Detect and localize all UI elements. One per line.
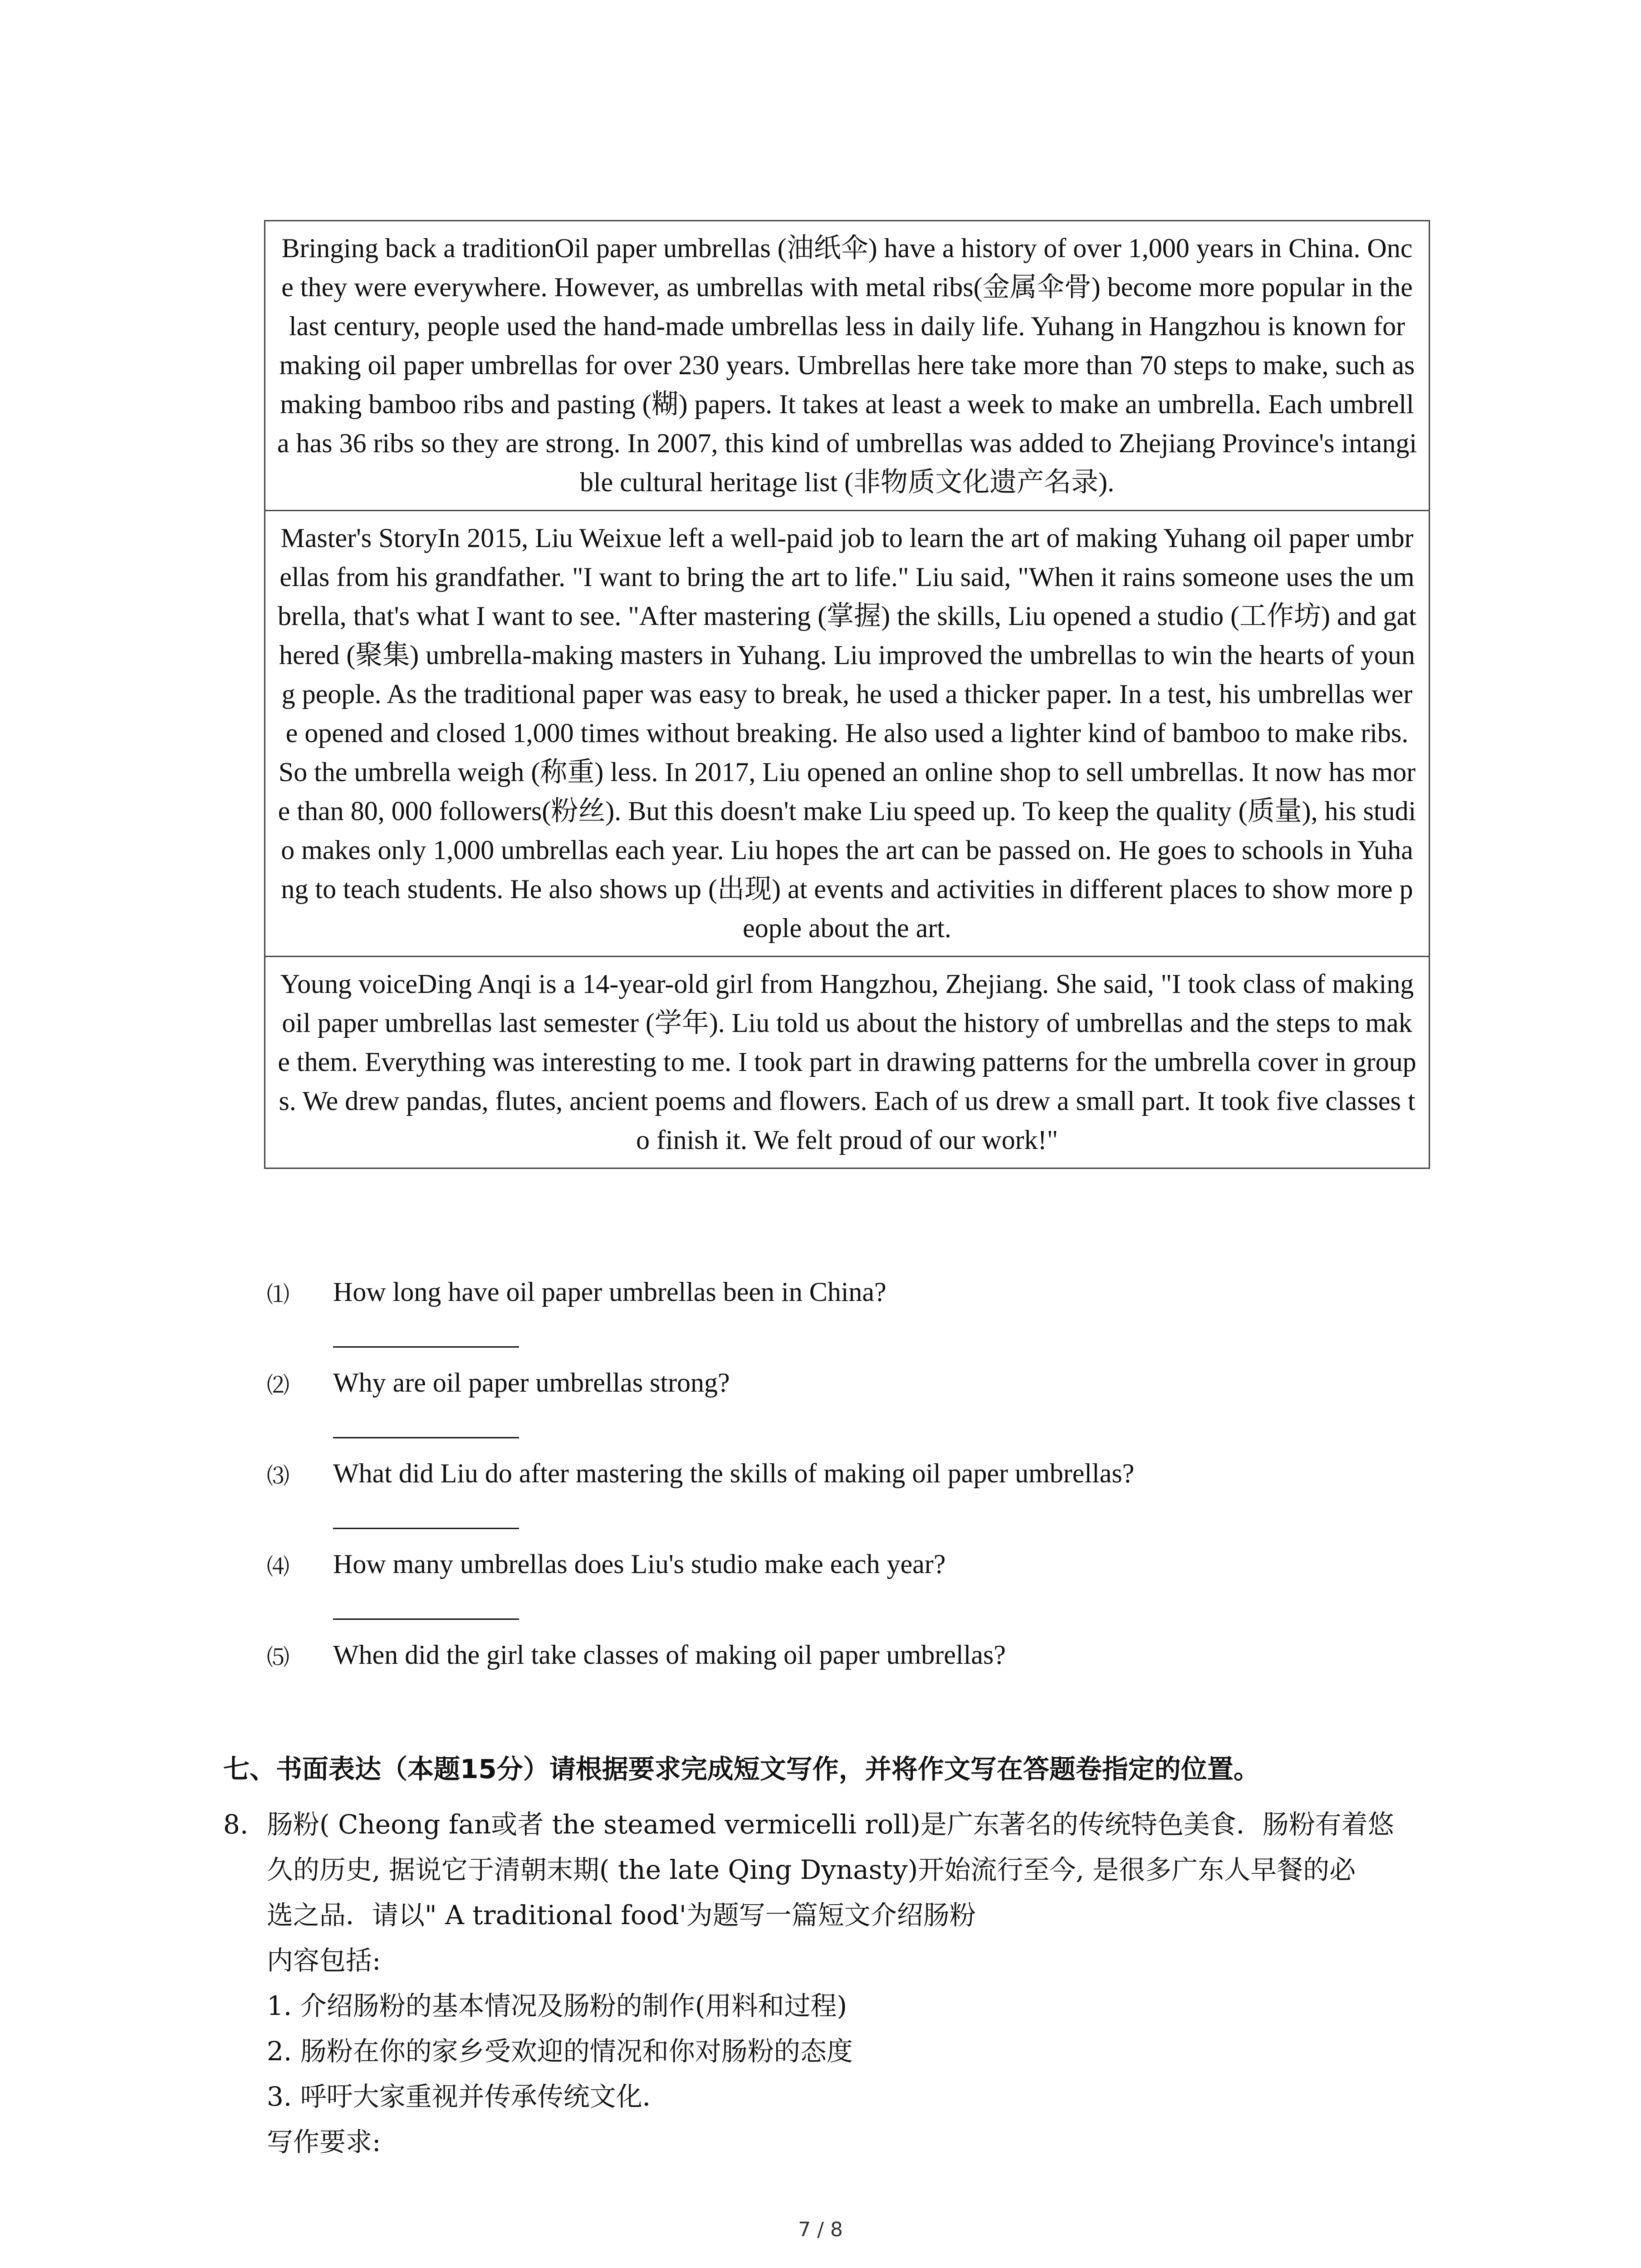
- question-number: ⑸: [267, 1644, 289, 1671]
- answer-blank[interactable]: [333, 1437, 519, 1438]
- section-heading: 七、书面表达（本题15分）请根据要求完成短文写作，并将作文写在答题卷指定的位置。: [223, 1754, 1260, 1784]
- passage-paragraph-3: Young voiceDing Anqi is a 14-year-old girl from Hangzhou, Zhejiang. She said, "I took class of making oil paper umbrellas last semester (学年). Liu told us about the history of umbrellas and the steps to make them. Everything was interesting to me. I took part in drawing patterns for the umbrella cover in groups. We drew pandas, flutes, ancient poems and flowers. Each of us drew a small part. It took five classes to finish it. We felt proud of our work!": [265, 957, 1429, 1169]
- question-3: [264, 1455, 1430, 1546]
- question-text: How long have oil paper umbrellas been in China?: [333, 1277, 887, 1307]
- question-text: How many umbrellas does Liu's studio make each year?: [333, 1549, 946, 1579]
- page-number: 7 / 8: [798, 2218, 843, 2241]
- reading-passage-box: [264, 220, 1430, 1169]
- question-number: 8.: [223, 1809, 249, 1840]
- prompt-line: 2. 肠粉在你的家乡受欢迎的情况和你对肠粉的态度: [267, 2036, 853, 2067]
- question-number: ⑶: [267, 1463, 289, 1489]
- prompt-line: 选之品．请以" A traditional food'为题写一篇短文介绍肠粉: [267, 1900, 976, 1931]
- writing-section: [223, 1746, 1448, 2157]
- question-number: ⑷: [267, 1554, 289, 1580]
- question-4: [264, 1546, 1430, 1637]
- question-text: What did Liu do after mastering the skills of making oil paper umbrellas?: [333, 1458, 1135, 1488]
- question-number: ⑵: [267, 1372, 289, 1398]
- passage-paragraph-2: Master's StoryIn 2015, Liu Weixue left a well-paid job to learn the art of making Yuhang oil paper umbrellas from his grandfather. "I want to bring the art to life." Liu said, "When it rains someone uses the umbrella, that's what I want to see. "After mastering (掌握) the skills, Liu opened a studio (工作坊) and gathered (聚集) umbrella-making masters in Yuhang. Liu improved the umbrellas to win the hearts of young people. As the traditional paper was easy to break, he used a thicker paper. In a test, his umbrellas were opened and closed 1,000 times without breaking. He also used a lighter kind of bamboo to make ribs. So the umbrella weigh (称重) less. In 2017, Liu opened an online shop to sell umbrellas. It now has more than 80, 000 followers(粉丝). But this doesn't make Liu speed up. To keep the quality (质量), his studio makes only 1,000 umbrellas each year. Liu hopes the art can be passed on. He goes to schools in Yuhang to teach students. He also shows up (出现) at events and activities in different places to show more people about the art.: [265, 511, 1429, 957]
- answer-blank[interactable]: [333, 1346, 519, 1348]
- question-2: [264, 1364, 1430, 1455]
- prompt-line: 肠粉( Cheong fan或者 the steamed vermicelli roll)是广东著名的传统特色美食．肠粉有着悠: [267, 1809, 1394, 1840]
- question-text: Why are oil paper umbrellas strong?: [333, 1368, 730, 1398]
- prompt-line: 久的历史, 据说它于清朝末期( the late Qing Dynasty)开始流行至今, 是很多广东人早餐的必: [267, 1854, 1356, 1885]
- passage-paragraph-1: Bringing back a traditionOil paper umbrellas (油纸伞) have a history of over 1,000 years in China. Once they were everywhere. However, as umbrellas with metal ribs(金属伞骨) become more popular in the last century, people used the hand-made umbrellas less in daily life. Yuhang in Hangzhou is known for making oil paper umbrellas for over 230 years. Umbrellas here take more than 70 steps to make, such as making bamboo ribs and pasting (糊) papers. It takes at least a week to make an umbrella. Each umbrella has 36 ribs so they are strong. In 2007, this kind of umbrellas was added to Zhejiang Province's intangible cultural heritage list (非物质文化遗产名录).: [265, 221, 1429, 511]
- writing-prompt: [267, 1802, 1455, 2165]
- prompt-line: 1. 介绍肠粉的基本情况及肠粉的制作(用料和过程): [267, 1990, 847, 2021]
- prompt-line: 3. 呼吁大家重视并传承传统文化．: [267, 2081, 669, 2112]
- prompt-line: 内容包括:: [267, 1945, 381, 1976]
- question-text: When did the girl take classes of making oil paper umbrellas?: [333, 1640, 1006, 1670]
- answer-blank[interactable]: [333, 1618, 519, 1620]
- question-1: [264, 1274, 1430, 1364]
- prompt-line: 写作要求:: [267, 2126, 381, 2157]
- answer-blank[interactable]: [333, 1528, 519, 1529]
- question-5: [264, 1637, 1430, 1727]
- question-number: ⑴: [267, 1281, 289, 1308]
